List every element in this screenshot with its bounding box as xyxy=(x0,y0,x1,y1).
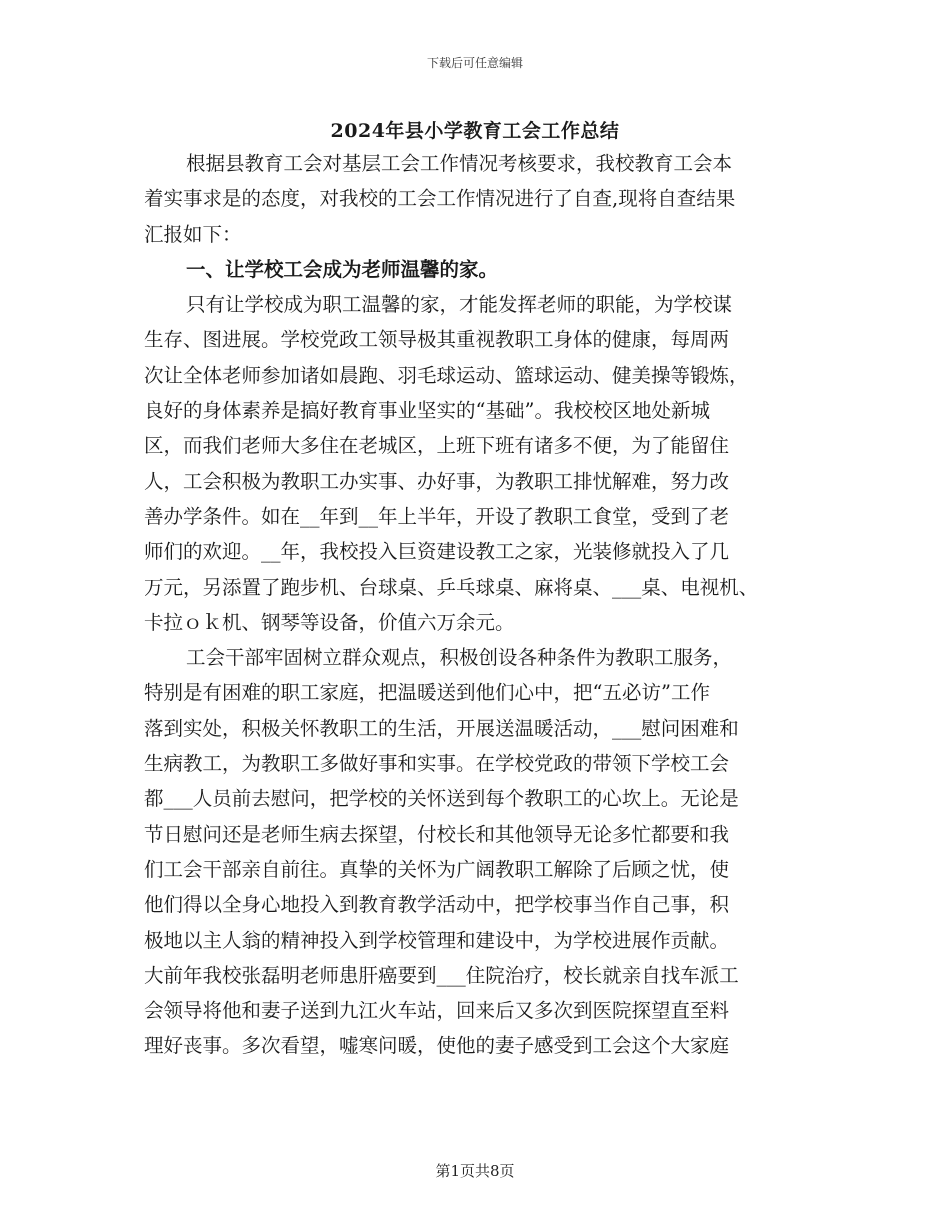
paragraph-line: 工会干部牢固树立群众观点，积极创设各种条件为教职工服务， xyxy=(186,646,733,670)
paragraph-line: 理好丧事。多次看望，嘘寒问暖，使他的妻子感受到工会这个大家庭 xyxy=(144,1034,730,1058)
paragraph-line: 会领导将他和妻子送到九江火车站，回来后又多次到医院探望直至料 xyxy=(144,999,730,1023)
paragraph-line: 都___人员前去慰问，把学校的关怀送到每个教职工的心坎上。无论是 xyxy=(144,787,739,811)
page-header-note: 下载后可任意编辑 xyxy=(426,56,523,70)
paragraph-line: 只有让学校成为职工温馨的家，才能发挥老师的职能，为学校谋 xyxy=(186,293,733,317)
paragraph-line: 大前年我校张磊明老师患肝癌要到___住院治疗，校长就亲自找车派工 xyxy=(144,963,739,987)
paragraph-line: 着实事求是的态度，对我校的工会工作情况进行了自查,现将自查结果 xyxy=(144,187,736,211)
paragraph-line: 节日慰问还是老师生病去探望，付校长和其他领导无论多忙都要和我 xyxy=(144,822,730,846)
paragraph-line: 人，工会积极为教职工办实事、办好事，为教职工排忧解难，努力改 xyxy=(144,469,730,493)
paragraph-line: 良好的身体素养是搞好教育事业坚实的“基础”。我校校区地处新城 xyxy=(144,399,710,423)
paragraph-line: 师们的欢迎。__年，我校投入巨资建设教工之家，光装修就投入了几 xyxy=(144,540,730,564)
paragraph-line: 生存、图进展。学校党政工领导极其重视教职工身体的健康，每周两 xyxy=(144,328,730,352)
paragraph-line: 他们得以全身心地投入到教育教学活动中，把学校事当作自己事，积 xyxy=(144,893,730,917)
paragraph-line: 根据县教育工会对基层工会工作情况考核要求，我校教育工会本 xyxy=(186,152,733,175)
paragraph-line: 们工会干部亲自前往。真挚的关怀为广阔教职工解除了后顾之忧，使 xyxy=(144,857,730,881)
document-title: 2024年县小学教育工会工作总结 xyxy=(330,120,620,142)
paragraph-line: 万元，另添置了跑步机、台球桌、乒乓球桌、麻将桌、___桌、电视机、 xyxy=(144,575,759,599)
paragraph-line: 卡拉ｏｋ机、钢琴等设备，价值六万余元。 xyxy=(144,610,515,634)
page-number-footer: 第1页共8页 xyxy=(435,1162,515,1180)
paragraph-line: 善办学条件。如在__年到__年上半年，开设了教职工食堂，受到了老 xyxy=(144,504,730,528)
paragraph-line: 次让全体老师参加诸如晨跑、羽毛球运动、篮球运动、健美操等锻炼， xyxy=(144,363,749,387)
document-body xyxy=(144,146,824,1064)
paragraph-line: 极地以主人翁的精神投入到学校管理和建设中，为学校进展作贡献。 xyxy=(144,928,730,952)
paragraph-line: 特别是有困难的职工家庭，把温暖送到他们心中，把“五必访”工作 xyxy=(144,681,710,705)
section-heading: 一、让学校工会成为老师温馨的家。 xyxy=(186,257,499,281)
paragraph-line: 汇报如下： xyxy=(144,222,242,246)
paragraph-line: 区，而我们老师大多住在老城区，上班下班有诸多不便，为了能留住 xyxy=(144,434,730,458)
paragraph-line: 落到实处，积极关怀教职工的生活，开展送温暖活动，___慰问困难和 xyxy=(144,716,739,740)
paragraph-line: 生病教工，为教职工多做好事和实事。在学校党政的带领下学校工会 xyxy=(144,752,730,776)
